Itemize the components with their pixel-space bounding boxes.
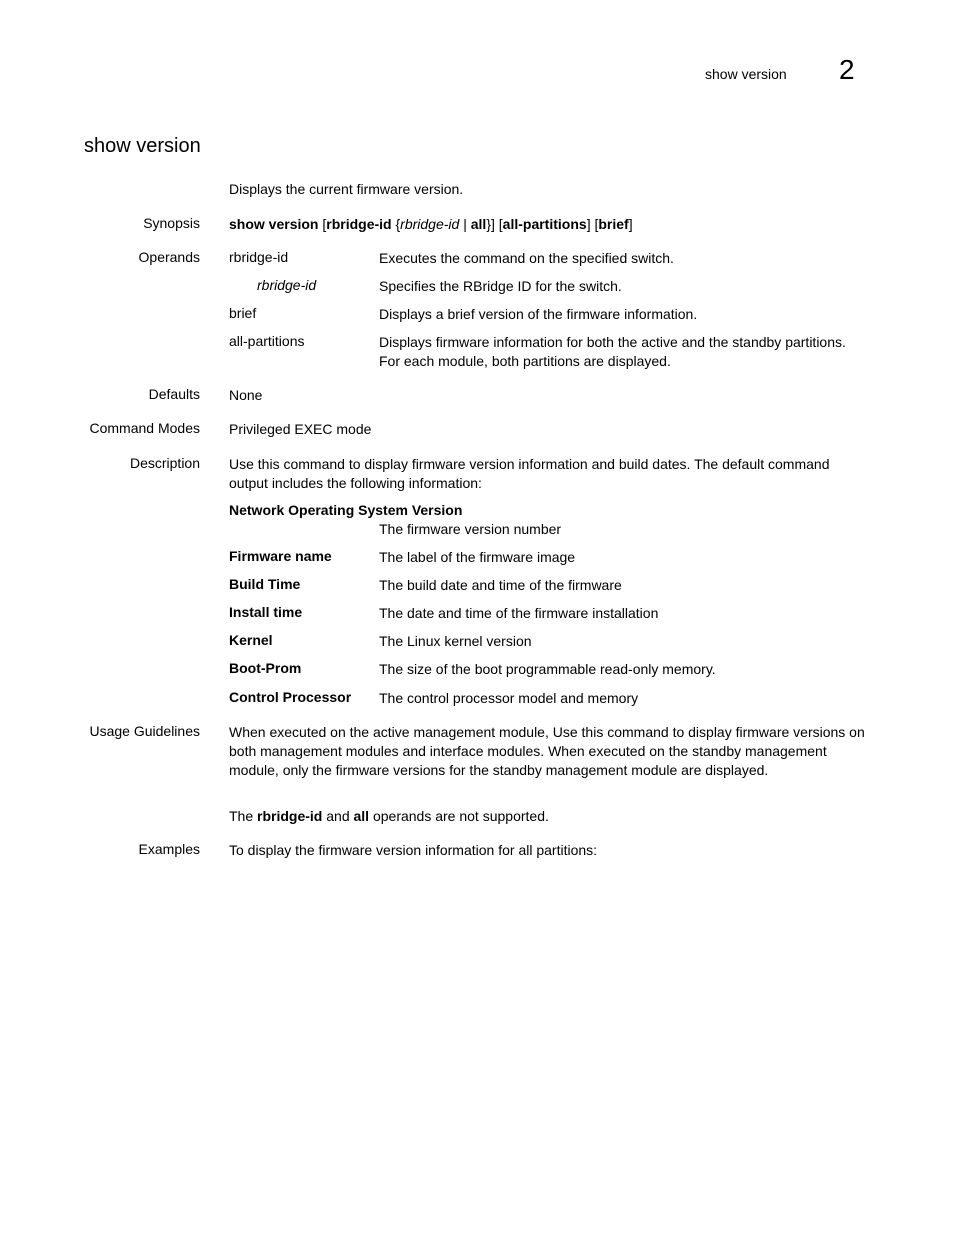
- field-def: The Linux kernel version: [379, 633, 532, 649]
- command-modes-label: Command Modes: [89, 420, 200, 436]
- field-term: Build Time: [229, 576, 301, 592]
- field-def: The label of the firmware image: [379, 549, 576, 565]
- field-term: Control Processor: [229, 689, 352, 705]
- intro-text: Displays the current firmware version.: [229, 181, 464, 197]
- synopsis-all-partitions: all-partitions: [502, 216, 587, 232]
- operand-term: brief: [229, 305, 257, 321]
- operand-def: Executes the command on the specified switch.: [379, 250, 674, 266]
- synopsis-bracket: [: [498, 216, 503, 232]
- synopsis-pipe: |: [463, 216, 467, 232]
- synopsis-bracket: [: [322, 216, 327, 232]
- field-term: Network Operating System Version: [229, 502, 463, 518]
- operand-term: rbridge-id: [229, 249, 289, 265]
- synopsis-close: }]: [486, 216, 495, 232]
- synopsis-bracket: [: [594, 216, 599, 232]
- field-term: Install time: [229, 604, 303, 620]
- field-def: The date and time of the firmware installation: [379, 605, 659, 621]
- operand-term: all-partitions: [229, 333, 305, 349]
- field-term: Boot-Prom: [229, 660, 302, 676]
- command-modes-value: Privileged EXEC mode: [229, 421, 372, 437]
- usage-note-rbridge-id: rbridge-id: [257, 808, 323, 824]
- operand-def: Specifies the RBridge ID for the switch.: [379, 278, 622, 294]
- chapter-number: 2: [839, 54, 855, 85]
- operand-def: Displays firmware information for both the active and the standby partitions. For each module, both partitions are displayed.: [379, 334, 846, 369]
- page-title: show version: [84, 135, 201, 157]
- field-def: The build date and time of the firmware: [379, 577, 622, 593]
- usage-note-text: operands are not supported.: [372, 808, 549, 824]
- defaults-label: Defaults: [148, 386, 200, 402]
- usage-note-text: and: [326, 808, 350, 824]
- field-def: The firmware version number: [379, 521, 562, 537]
- operands-label: Operands: [138, 249, 200, 265]
- synopsis-brace: {: [395, 216, 401, 232]
- description-label: Description: [129, 455, 200, 471]
- examples-text: To display the firmware version information for all partitions:: [229, 842, 598, 858]
- running-header-title: show version: [705, 66, 787, 82]
- field-term: Kernel: [229, 632, 273, 648]
- field-def: The control processor model and memory: [379, 690, 639, 706]
- synopsis-text: [229, 215, 869, 234]
- field-term: Firmware name: [229, 548, 332, 564]
- usage-note: [229, 807, 869, 826]
- examples-label: Examples: [138, 841, 200, 857]
- synopsis-command: show version: [229, 216, 319, 232]
- usage-note-all: all: [353, 808, 370, 824]
- field-def: The size of the boot programmable read-only memory.: [379, 661, 716, 677]
- synopsis-rbridge-id-var: rbridge-id: [400, 216, 460, 232]
- description-text: Use this command to display firmware version information and build dates. The default command output includes the following information:: [229, 456, 830, 491]
- synopsis-all: all: [470, 216, 487, 232]
- synopsis-rbridge-id: rbridge-id: [326, 216, 392, 232]
- usage-note-text: The: [229, 808, 254, 824]
- operand-term: rbridge-id: [257, 277, 317, 293]
- usage-paragraph: When executed on the active management module, Use this command to display firmware versions on both management modules and interface modules. When executed on the standby management module, only the firmware versions for the standby management module are displayed.: [229, 724, 865, 778]
- operand-def: Displays a brief version of the firmware information.: [379, 306, 698, 322]
- usage-label: Usage Guidelines: [89, 723, 200, 739]
- synopsis-label: Synopsis: [143, 215, 200, 231]
- synopsis-bracket: ]: [628, 216, 633, 232]
- synopsis-bracket: ]: [586, 216, 591, 232]
- synopsis-brief: brief: [598, 216, 629, 232]
- defaults-value: None: [229, 387, 263, 403]
